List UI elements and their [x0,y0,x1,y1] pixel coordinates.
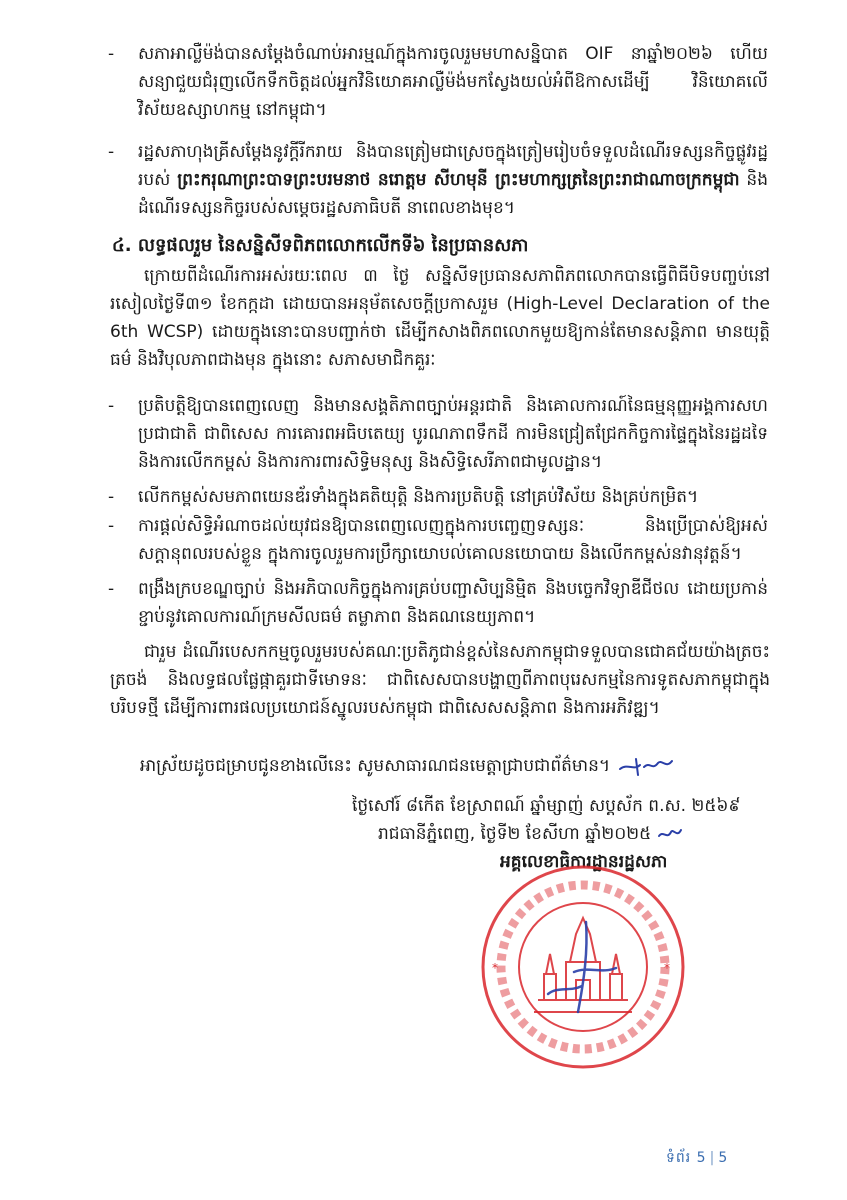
solar-date: រាជធានីភ្នំពេញ, ថ្ងៃទី២ ខែសីហា ឆ្នាំ២០២៥ [378,824,652,844]
bullet-text: ពង្រឹងក្របខណ្ឌច្បាប់ និងអភិបាលកិច្ចក្នុងការគ្រប់បញ្ជាសិប្បនិម្មិត និងបច្ចេកវិទ្យាឌីជីថល ដោយប្រកាន់ខ្ជាប់នូវគោលការណ៍ក្រមសីលធម៌ តម្លាភាព និងគណនេយ្យភាព។ [138,579,768,627]
bullet-text [108,138,768,222]
bullet-dash: - [108,516,115,536]
bullet-dash: - [108,487,115,507]
bullet-dash: - [108,142,115,162]
bullet-item [108,392,768,476]
page-number: 5 [696,1150,707,1166]
bullet-dash: - [108,579,115,599]
handwritten-initial-icon [616,755,676,777]
page-separator: | [709,1150,716,1166]
closing-text: អាស្រ័យដូចជម្រាបជូនខាងលើនេះ សូមសាធារណជនមេត្តាជ្រាបជាព័ត៌មាន។ [140,756,611,776]
lunar-date: ថ្ងៃសៅរ៍ ៨កើត ខែស្រាពណ៍ ឆ្នាំម្សាញ់ សប្តស័ក ព.ស. ២៥៦៩ [352,796,741,816]
bullet-text: សភាអាល្លឺម៉ង់បានសម្តែងចំណាប់អារម្មណ៍ក្នុងការចូលរួមមហាសន្និបាត OIF នាឆ្នាំ២០២៦ ហើយសន្យាជួយជំរុញលើកទឹកចិត្តដល់អ្នកវិនិយោគអាល្លឺម៉ង់មកស្វែងយល់អំពីឱកាសដើម្បី វិនិយោគលើវិស័យឧស្សាហកម្ម នៅកម្ពុជា។ [138,44,768,120]
bullet-text: ប្រតិបត្តិឱ្យបានពេញលេញ និងមានសង្គតិភាពច្បាប់អន្តរជាតិ និងគោលការណ៍នៃធម្មនុញ្ញអង្គការសហប្រជាជាតិ ជាពិសេស ការគោរពអធិបតេយ្យ បូរណភាពទឹកដី ការមិនជ្រៀតជ្រែកកិច្ចការផ្ទៃក្នុងនៃរដ្ឋដទៃ និងការលើកកម្ពស់ និងការការពារសិទ្ធិមនុស្ស និងសិទ្ធិសេរីភាពជាមូលដ្ឋាន។ [138,396,768,472]
bullet-item [108,40,768,124]
svg-text:*: * [664,961,670,975]
bullet-dash: - [108,44,115,64]
page-total: 5 [718,1150,729,1166]
page-footer [666,1148,728,1169]
intro-paragraph: ក្រោយពីដំណើរការអស់រយៈពេល ៣ ថ្ងៃ សន្និសីទប្រធានសភាពិភពលោកបានធ្វើពិធីបិទបញ្ចប់នៅរសៀលថ្ងៃទី៣១ ខែកក្កដា ដោយបានអនុម័តសេចក្តីប្រកាសរួម (High-Level Declaration of the 6th WCSP) ដោយក្នុងនោះបានបញ្ជាក់ថា ដើម្បីកសាងពិភពលោកមួយឱ្យកាន់តែមានសន្តិភាព មានយុត្តិធម៌ និងវិបុលភាពជាងមុន ក្នុងនោះ សភាសមាជិកគួរៈ [110,266,770,370]
summary-paragraph: ជារួម ដំណើរបេសកកម្មចូលរួមរបស់គណៈប្រតិភូជាន់ខ្ពស់នៃសភាកម្ពុជាទទួលបានជោគជ័យយ៉ាងត្រចះត្រចង់ និងលទ្ធផលផ្លែផ្កាគួរជាទីមោទនៈ ជាពិសេសបានបង្ហាញពីភាពបុរេសកម្មនៃការទូតសភាកម្ពុជាក្នុងបរិបទថ្មី ដើម្បីការពារផលប្រយោជន៍ស្នូលរបស់កម្ពុជា ជាពិសេសសន្តិភាព និងការអភិវឌ្ឍ។ [110,642,770,718]
signatory: អគ្គលេខាធិការដ្ឋានរដ្ឋសភា [500,852,668,872]
bullet-item [108,512,768,568]
bullet-text: លើកកម្ពស់សមភាពយេនឌ័រទាំងក្នុងគតិយុត្តិ និងការប្រតិបត្តិ នៅគ្រប់វិស័យ និងគ្រប់កម្រិត។ [138,487,699,507]
royal-title: ព្រះករុណាព្រះបាទព្រះបរមនាថ នរោត្តម សីហមុនី ព្រះមហាក្សត្រនៃព្រះរាជាណាចក្រកម្ពុជា [177,170,740,190]
small-initial-icon [657,826,683,842]
section-heading: ៤. លទ្ធផលរួម នៃសន្និសីទពិភពលោកលើកទី៦ នៃប្រធានសភា [112,235,529,256]
bullet-text-part: និងដំណើរទស្សនកិច្ចរបស់សម្តេចរដ្ឋសភាធិបតី នាពេលខាងមុខ។ [138,170,768,218]
bullet-text-part: រដ្ឋសភាហុងគ្រីសម្តែងនូវក្តីរីករាយ និងបានត្រៀមជាស្រេចក្នុងត្រៀមរៀបចំទទួលដំណើរទស្សនកិច្ចផ្លូវរដ្ឋ របស់ [138,142,768,190]
svg-text:*: * [492,961,498,975]
page-label: ទំព័រ [666,1150,692,1166]
closing-line [140,752,676,780]
bullet-text: ការផ្តល់សិទ្ធិអំណាចដល់យុវជនឱ្យបានពេញលេញក្នុងការបញ្ចេញទស្សនៈ និងប្រើប្រាស់ឱ្យអស់សក្តានុពលរបស់ខ្លួន ក្នុងការចូលរួមការប្រឹក្សាយោបល់គោលនយោបាយ និងលើកកម្ពស់នវានុវត្តន៍។ [138,516,768,564]
bullet-dash: - [108,396,115,416]
bullet-item [108,575,768,631]
bullet-item [108,138,768,222]
bullet-item [108,483,768,511]
solar-date-line [378,820,683,848]
official-seal-icon [478,862,688,1072]
